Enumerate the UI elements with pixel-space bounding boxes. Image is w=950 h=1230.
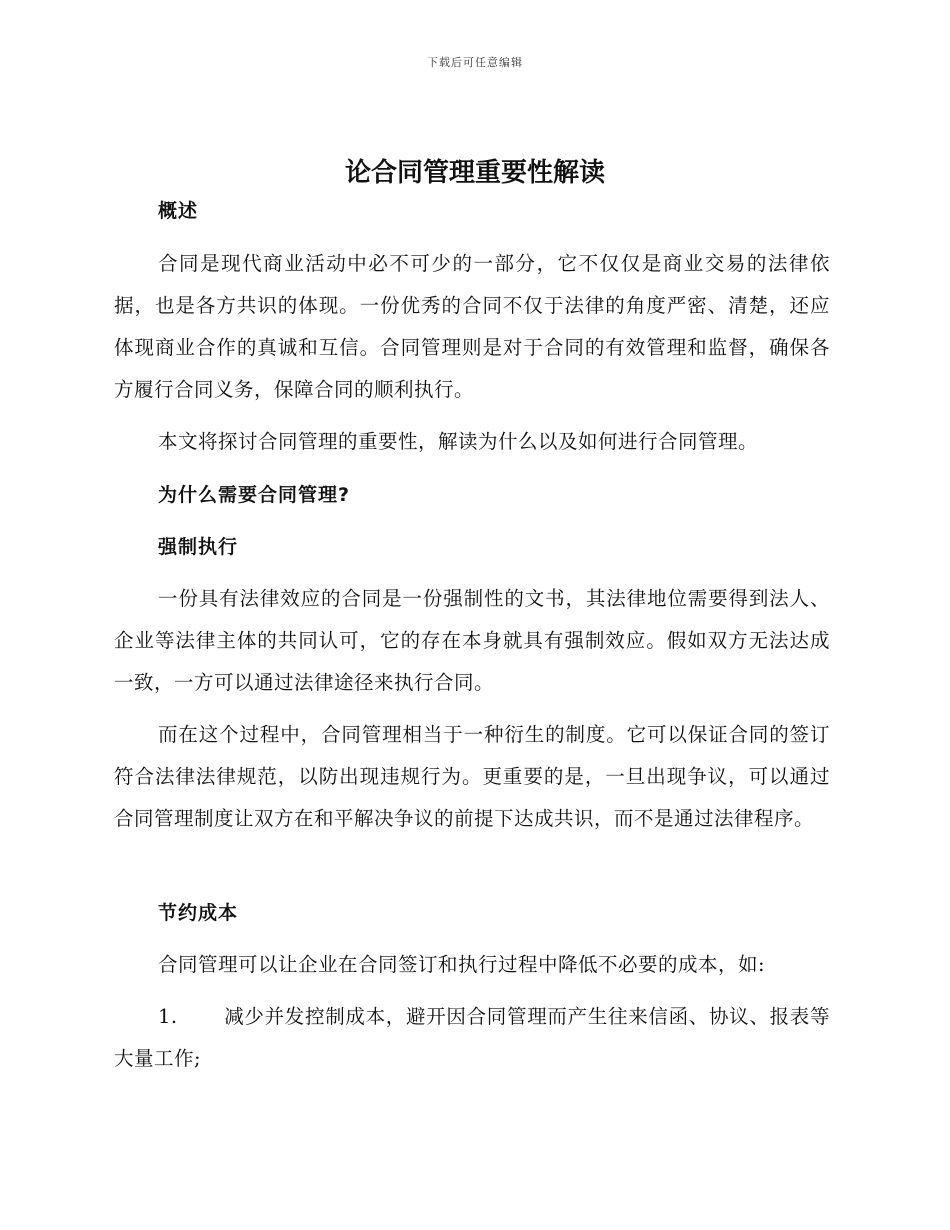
list-item-text: 减少并发控制成本，避开因合同管理而产生往来信函、协议、报表等大量工作; bbox=[114, 1005, 830, 1070]
list-number: 1. bbox=[158, 1005, 178, 1028]
enforce-paragraph-2 bbox=[114, 714, 830, 840]
subheading-cost: 节约成本 bbox=[158, 902, 239, 924]
section-heading-overview: 概述 bbox=[158, 200, 199, 222]
document-title: 论合同管理重要性解读 bbox=[344, 158, 605, 188]
paragraph-text: 合同管理可以让企业在合同签订和执行过程中降低不必要的成本，如: bbox=[158, 953, 766, 976]
overview-paragraph-2 bbox=[114, 421, 830, 463]
list-item bbox=[114, 996, 830, 1080]
enforce-paragraph-1 bbox=[114, 578, 830, 704]
paragraph-text: 而在这个过程中，合同管理相当于一种衍生的制度。它可以保证合同的签订符合法律法律规范，以防出现违规行为。更重要的是，一旦出现争议，可以通过合同管理制度让双方在和平解决争议的前提下达成共识，而不是通过法律程序。 bbox=[114, 723, 830, 830]
cost-list-item-1 bbox=[114, 996, 830, 1080]
paragraph-text: 合同是现代商业活动中必不可少的一部分，它不仅仅是商业交易的法律依据，也是各方共识的体现。一份优秀的合同不仅于法律的角度严密、清楚，还应体现商业合作的真诚和互信。合同管理则是对于合同的有效管理和监督，确保各方履行合同义务，保障合同的顺利执行。 bbox=[114, 252, 830, 401]
cost-paragraph-1 bbox=[114, 944, 830, 986]
paragraph-text: 一份具有法律效应的合同是一份强制性的文书，其法律地位需要得到法人、企业等法律主体的共同认可，它的存在本身就具有强制效应。假如双方无法达成一致，一方可以通过法律途径来执行合同。 bbox=[114, 587, 830, 694]
header-note: 下载后可任意编辑 bbox=[427, 56, 523, 69]
subheading-enforce: 强制执行 bbox=[158, 536, 239, 558]
paragraph-text: 本文将探讨合同管理的重要性，解读为什么以及如何进行合同管理。 bbox=[158, 430, 759, 453]
section-heading-why: 为什么需要合同管理? bbox=[158, 484, 351, 506]
overview-paragraph-1 bbox=[114, 243, 830, 411]
